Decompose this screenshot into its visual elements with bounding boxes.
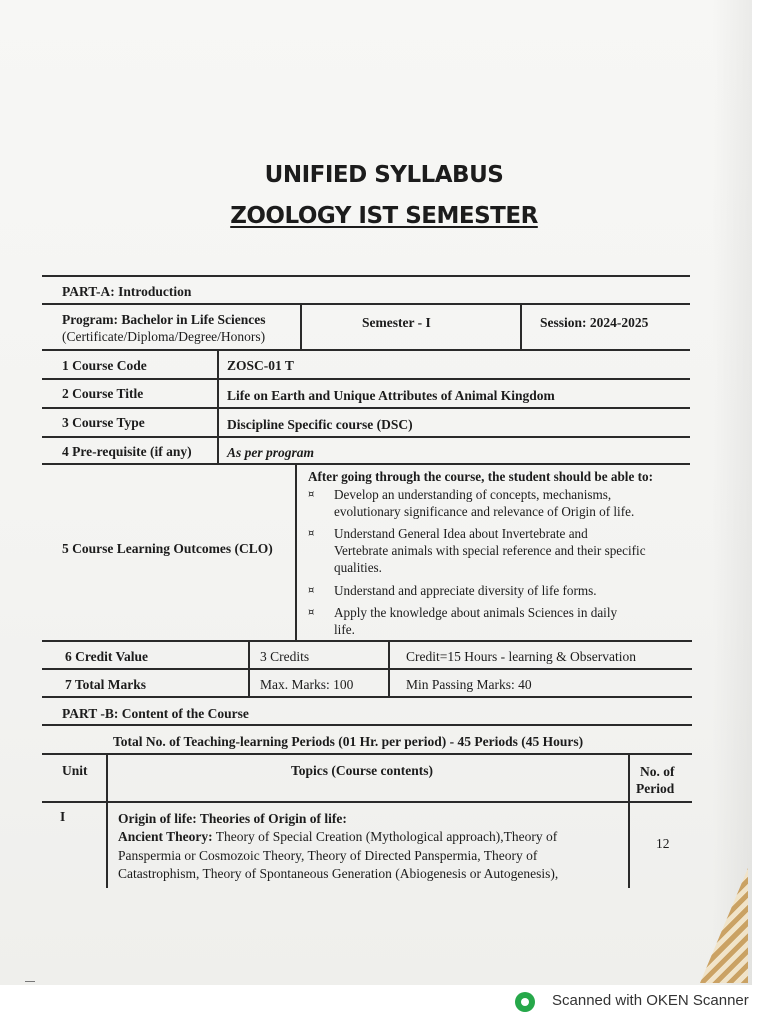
semester-value: Semester - I [362,315,431,330]
rule-partb-top [42,696,692,698]
rule-clo-top [42,463,690,465]
prerequisite-label: 4 Pre-requisite (if any) [62,444,192,459]
course-type-label: 3 Course Type [62,415,145,430]
rule-row1-top [42,349,690,351]
rule-row3-top [42,407,690,409]
periods-summary: Total No. of Teaching-learning Periods (01 Hr. per period) - 45 Periods (45 Hours) [113,734,584,749]
rule-top [42,275,690,277]
page-shadow [712,0,752,985]
divider-semester [520,303,522,350]
clo-item-3: ¤ Understand and appreciate diversity of life forms. [308,583,597,598]
rule-periods-top [42,724,692,726]
clo-item-1: ¤ Develop an understanding of concepts, mechanisms, evolutionary significance and relevance of Origin of life. [308,487,635,519]
unit-line-3: Catastrophism, Theory of Spontaneous Generation (Abiogenesis or Autogenesis), [118,866,559,881]
rule-header-top [42,753,692,755]
divider-unit [106,753,108,888]
syllabus-title: UNIFIED SYLLABUS [264,162,504,188]
marks-min: Min Passing Marks: 40 [406,677,532,692]
divider-clo [295,463,297,641]
credit-value: 3 Credits [260,649,310,664]
course-code-label: 1 Course Code [62,358,147,373]
bullet-icon: ¤ [308,607,315,618]
clo-item-4: ¤ Apply the knowledge about animals Sciences in daily life. [308,605,618,637]
bullet-icon: ¤ [308,585,315,596]
session-value: Session: 2024-2025 [540,315,649,330]
part-b-label: PART -B: Content of the Course [62,706,249,721]
unit-number: I [60,809,66,824]
divider-period [628,753,630,888]
program-sub: (Certificate/Diploma/Degree/Honors) [62,329,266,344]
oken-scanner-logo-icon [515,992,535,1012]
topics-header: Topics (Course contents) [291,763,434,778]
prerequisite-value: As per program [227,445,315,460]
clo-item-2: ¤ Understand General Idea about Invertebrate and Vertebrate animals with special reference and their specific qualities. [308,526,646,575]
bullet-icon: ¤ [308,489,315,500]
rule-program-top [42,303,690,305]
program-label: Program: Bachelor in Life Sciences [62,312,266,327]
scanner-watermark: Scanned with OKEN Scanner [552,992,749,1009]
clo-label: 5 Course Learning Outcomes (CLO) [62,541,273,556]
unit-line-1: Ancient Theory: Theory of Special Creation (Mythological approach),Theory of [118,829,558,844]
bullet-icon: ¤ [308,528,315,539]
credit-note: Credit=15 Hours - learning & Observation [406,649,636,664]
clo-intro: After going through the course, the student should be able to: [308,469,653,484]
unit-line-2: Panspermia or Cosmozoic Theory, Theory of Directed Panspermia, Theory of [118,848,538,863]
unit-header: Unit [62,763,88,778]
period-header-2: Period [636,781,675,796]
course-title-label: 2 Course Title [62,386,144,401]
unit-heading: Origin of life: Theories of Origin of life: [118,811,347,826]
semester-title: ZOOLOGY IST SEMESTER [230,203,538,229]
divider-program [300,303,302,350]
unit-periods: 12 [656,836,670,851]
rule-credit-top [42,640,692,642]
credit-label: 6 Credit Value [65,649,149,664]
rule-marks-top [42,668,692,670]
part-a-label: PART-A: Introduction [62,284,192,299]
marks-label: 7 Total Marks [65,677,147,692]
rule-row2-top [42,378,690,380]
course-code-value: ZOSC-01 T [227,358,294,373]
rule-row4-top [42,436,690,438]
course-type-value: Discipline Specific course (DSC) [227,417,413,432]
rule-unit-top [42,801,692,803]
edge-mark [25,981,35,982]
marks-max: Max. Marks: 100 [260,677,354,692]
period-header-1: No. of [640,764,675,779]
course-title-value: Life on Earth and Unique Attributes of Animal Kingdom [227,388,555,403]
